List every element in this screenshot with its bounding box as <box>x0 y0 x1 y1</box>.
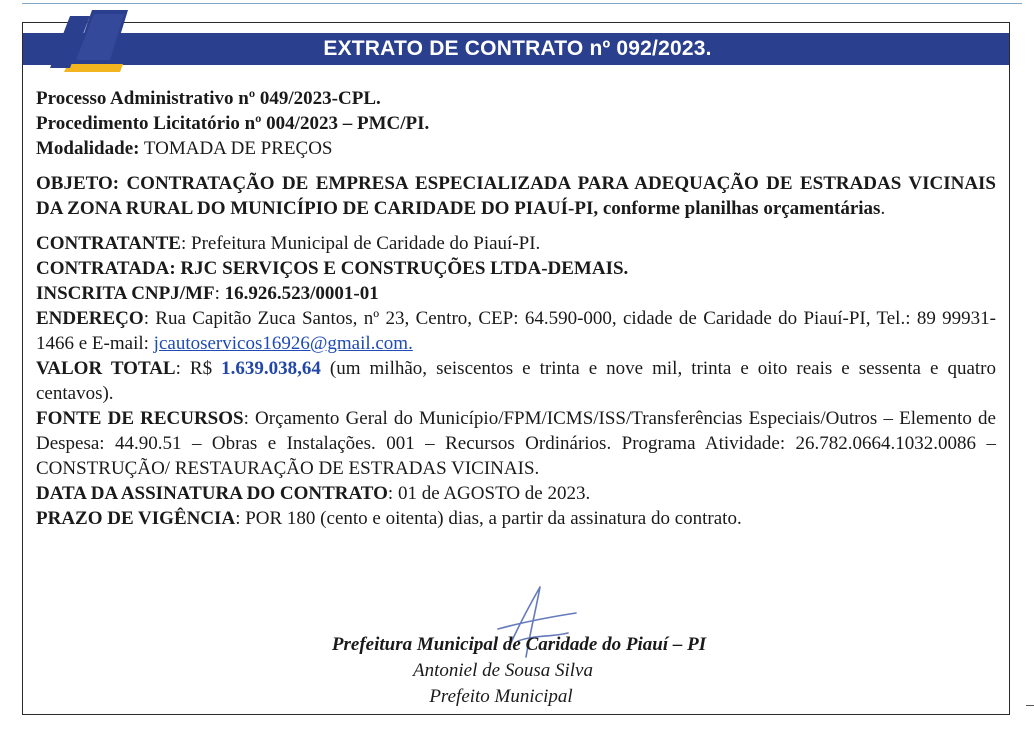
total-value-words: (um milhão, seiscentos e trinta e nove mil, trinta e oito reais e sessenta e quatro centavos). <box>36 358 996 404</box>
contratada-line <box>36 256 996 281</box>
contratante-value: : Prefeitura Municipal de Caridade do Piauí-PI. <box>180 233 541 254</box>
modality-value: TOMADA DE PREÇOS <box>139 138 333 159</box>
address-paragraph <box>36 306 996 356</box>
contract-body <box>36 86 996 531</box>
funding-value: : Orçamento Geral do Município/FPM/ICMS/ISS/Transferências Especiais/Outros – Elemento de Despesa: 44.90.51 – Obras e Instalações. 001 – Recursos Ordinários. Programa Atividade: 26.782.0664.1032.0086 – CONSTRUÇÃO/ RESTAURAÇÃO DE ESTRADAS VICINAIS. <box>36 408 996 479</box>
address-label: ENDEREÇO <box>36 308 144 329</box>
object-end: . <box>880 198 886 219</box>
signature-org: Prefeitura Municipal de Caridade do Piauí – PI <box>331 634 707 655</box>
signatory-role: Prefeito Municipal <box>429 686 573 707</box>
signatory-name: Antoniel de Sousa Silva <box>413 660 593 681</box>
funding-paragraph <box>36 406 996 481</box>
total-value-prefix: : R$ <box>175 358 222 379</box>
validity-line <box>36 506 996 531</box>
signature-date-line <box>36 481 996 506</box>
cnpj-line <box>36 281 996 306</box>
process-number: Processo Administrativo nº 049/2023-CPL. <box>36 88 381 109</box>
page-title: EXTRATO DE CONTRATO nº 092/2023. <box>323 37 712 60</box>
total-value-label: VALOR TOTAL <box>36 358 176 379</box>
signature-date-label: DATA DA ASSINATURA DO CONTRATO <box>36 483 388 504</box>
funding-label: FONTE DE RECURSOS <box>36 408 244 429</box>
contratada-value: : RJC SERVIÇOS E CONSTRUÇÕES LTDA-DEMAIS. <box>169 258 629 279</box>
top-rule <box>22 3 1022 4</box>
object-paragraph <box>36 171 996 221</box>
cnpj-label: INSCRITA CNPJ/MF <box>36 283 215 304</box>
total-value-paragraph <box>36 356 996 406</box>
cnpj-sep: : <box>214 283 225 304</box>
validity-label: PRAZO DE VIGÊNCIA <box>36 508 236 529</box>
validity-value: : POR 180 (cento e oitenta) dias, a partir da assinatura do contrato. <box>235 508 742 529</box>
total-value-amount: 1.639.038,64 <box>221 358 321 379</box>
modality-label: Modalidade: <box>36 138 140 159</box>
modality-line <box>36 136 996 161</box>
contratante-line <box>36 231 996 256</box>
email-link[interactable]: jcautoservicos16926@gmail.com. <box>153 333 413 354</box>
contratada-label: CONTRATADA <box>36 258 170 279</box>
bidding-number: Procedimento Licitatório nº 004/2023 – PMC/PI. <box>36 113 430 134</box>
contratante-label: CONTRATANTE <box>36 233 181 254</box>
address-value: : Rua Capitão Zuca Santos, nº 23, Centro, CEP: 64.590-000, cidade de Caridade do Piauí-PI, Tel.: 89 99931-1466 e E-mail: <box>36 308 996 354</box>
edge-mark <box>1026 705 1034 706</box>
cnpj-value: 16.926.523/0001-01 <box>224 283 379 304</box>
object-text: OBJETO: CONTRATAÇÃO DE EMPRESA ESPECIALIZADA PARA ADEQUAÇÃO DE ESTRADAS VICINAIS DA ZONA RURAL DO MUNICÍPIO DE CARIDADE DO PIAUÍ-PI, conforme planilhas orçamentárias <box>36 173 996 219</box>
signature-date-value: : 01 de AGOSTO de 2023. <box>387 483 591 504</box>
